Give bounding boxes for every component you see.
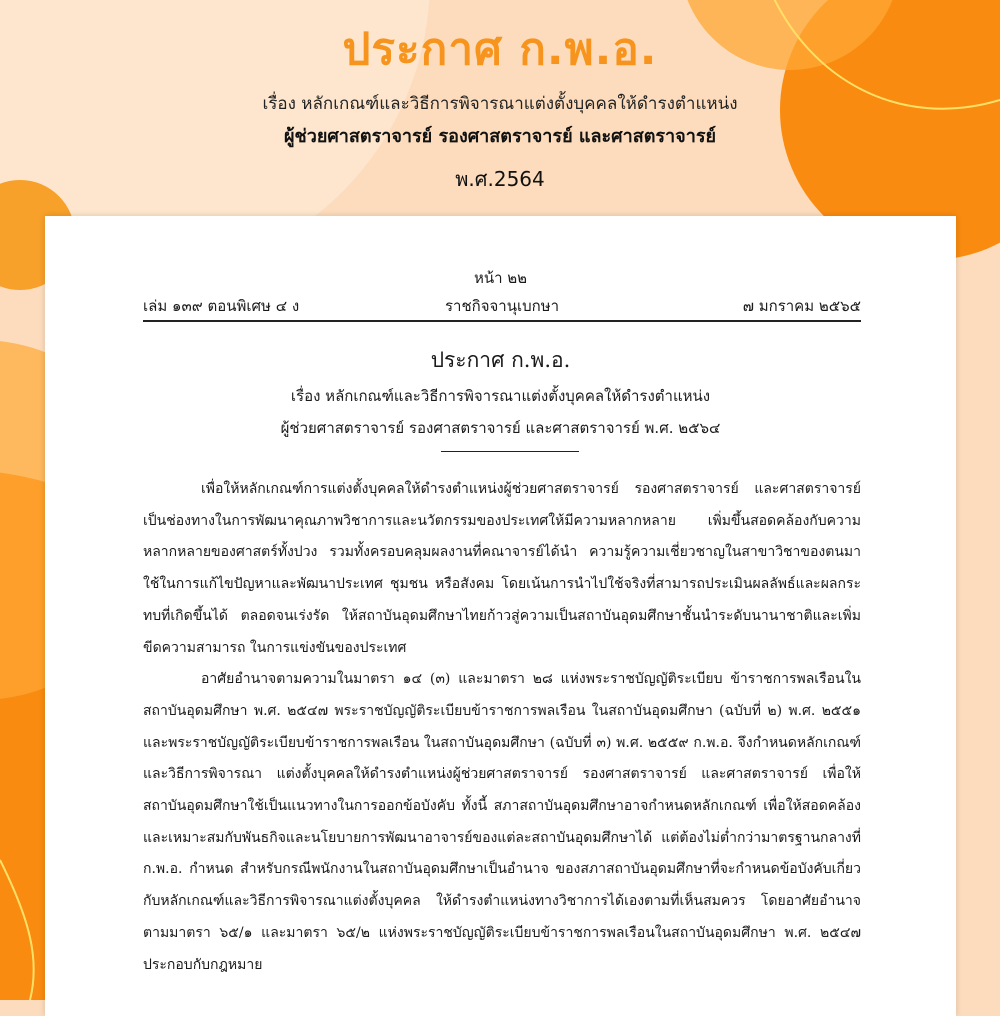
volume-info: เล่ม ๑๓๙ ตอนพิเศษ ๔ ง bbox=[143, 297, 300, 315]
document-page bbox=[45, 216, 956, 1016]
header-subtitle-line1: เรื่อง หลักเกณฑ์และวิธีการพิจารณาแต่งตั้งบุคคลให้ดำรงตำแหน่ง bbox=[262, 94, 738, 114]
document-title: ประกาศ ก.พ.อ. bbox=[430, 348, 571, 372]
gazette-meta-row bbox=[143, 294, 861, 320]
paragraph-2: อาศัยอำนาจตามความในมาตรา ๑๔ (๓) และมาตรา ๒๘ แห่งพระราชบัญญัติระเบียบ ข้าราชการพลเรือนในสถาบันอุดมศึกษา พ.ศ. ๒๕๔๗ พระราชบัญญัติระเบียบข้าราชการพลเรือน ในสถาบันอุดมศึกษา (ฉบับที่ ๒) พ.ศ. ๒๕๕๑ และพระราชบัญญัติระเบียบข้าราชการพลเรือน ในสถาบันอุดมศึกษา (ฉบับที่ ๓) พ.ศ. ๒๕๕๙ ก.พ.อ. จึงกำหนดหลักเกณฑ์และวิธีการพิจารณา แต่งตั้งบุคคลให้ดำรงตำแหน่งผู้ช่วยศาสตราจารย์ รองศาสตราจารย์ และศาสตราจารย์ เพื่อให้ สถาบันอุดมศึกษาใช้เป็นแนวทางในการออกข้อบังคับ ทั้งนี้ สภาสถาบันอุดมศึกษาอาจกำหนดหลักเกณฑ์ เพื่อให้สอดคล้องและเหมาะสมกับพันธกิจและนโยบายการพัฒนาอาจารย์ของแต่ละสถาบันอุดมศึกษาได้ แต่ต้องไม่ต่ำกว่ามาตรฐานกลางที่ ก.พ.อ. กำหนด สำหรับกรณีพนักงานในสถาบันอุดมศึกษาเป็นอำนาจ ของสภาสถาบันอุดมศึกษาที่จะกำหนดข้อบังคับเกี่ยวกับหลักเกณฑ์และวิธีการพิจารณาแต่งตั้งบุคคล ให้ดำรงตำแหน่งทางวิชาการได้เองตามที่เห็นสมควร โดยอาศัยอำนาจตามมาตรา ๖๕/๑ และมาตรา ๖๕/๒ แห่งพระราชบัญญัติระเบียบข้าราชการพลเรือนในสถาบันอุดมศึกษา พ.ศ. ๒๕๔๗ ประกอบกับกฎหมาย bbox=[143, 671, 861, 973]
document-subtitle-line1: เรื่อง หลักเกณฑ์และวิธีการพิจารณาแต่งตั้งบุคคลให้ดำรงตำแหน่ง bbox=[290, 387, 711, 405]
document-body bbox=[143, 474, 861, 981]
header-subtitle-line2: ผู้ช่วยศาสตราจารย์ รองศาสตราจารย์ และศาสตราจารย์ bbox=[283, 126, 717, 147]
title-divider bbox=[441, 451, 579, 452]
gazette-name: ราชกิจจานุเบกษา bbox=[444, 297, 560, 315]
document-subtitle-line2: ผู้ช่วยศาสตราจารย์ รองศาสตราจารย์ และศาสตราจารย์ พ.ศ. ๒๕๖๔ bbox=[280, 419, 721, 437]
page-number: หน้า ๒๒ bbox=[473, 269, 528, 287]
header-year: พ.ศ.2564 bbox=[455, 167, 545, 191]
paragraph-1: เพื่อให้หลักเกณฑ์การแต่งตั้งบุคคลให้ดำรงตำแหน่งผู้ช่วยศาสตราจารย์ รองศาสตราจารย์ และศาสตราจารย์ เป็นช่องทางในการพัฒนาคุณภาพวิชาการและนวัตกรรมของประเทศให้มีความหลากหลาย เพิ่มขึ้นสอดคล้องกับความหลากหลายของศาสตร์ทั้งปวง รวมทั้งครอบคลุมผลงานที่คณาจารย์ได้นำ ความรู้ความเชี่ยวชาญในสาขาวิชาของตนมาใช้ในการแก้ไขปัญหาและพัฒนาประเทศ ชุมชน หรือสังคม โดยเน้นการนำไปใช้จริงที่สามารถประเมินผลลัพธ์และผลกระทบที่เกิดขึ้นได้ ตลอดจนเร่งรัด ให้สถาบันอุดมศึกษาไทยก้าวสู่ความเป็นสถาบันอุดมศึกษาชั้นนำระดับนานาชาติและเพิ่มขีดความสามารถ ในการแข่งขันของประเทศ bbox=[143, 481, 861, 656]
header-title: ประกาศ ก.พ.อ. bbox=[342, 24, 658, 75]
header-divider bbox=[143, 320, 861, 322]
publish-date: ๗ มกราคม ๒๕๖๕ bbox=[742, 297, 861, 315]
